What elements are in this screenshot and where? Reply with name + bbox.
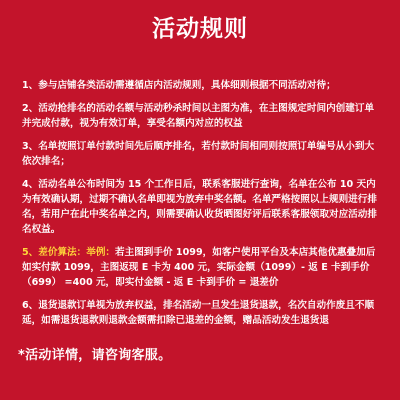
rule-item-4: 4、活动名单公布时间为 15 个工作日后，联系客服进行查询，名单在公布 10 天内为有效确认期，过期不确认名单即视为放弃中奖名额。名单严格按照以上规则进行排名，若用户在此中奖名单之内，则需要确认收货晒图好评后联系客服领取对应活动排名权益。 bbox=[22, 179, 377, 235]
rule-item-1: 1、参与店铺各类活动需遵循店内活动规则，具体细则根据不同活动对待； bbox=[22, 80, 336, 91]
rule-item-5 bbox=[22, 245, 378, 290]
rule-item-2: 2、活动抢排名的活动名额与活动秒杀时间以主图为准，在主图规定时间内创建订单并完成付款，视为有效订单，享受名额内对应的权益 bbox=[22, 103, 375, 129]
price-difference-label: 5、差价算法：举例： bbox=[22, 247, 116, 258]
rule-item-3: 3、名单按照订单付款时间先后顺序排名，若付款时间相同则按照订单编号从小到大依次排名； bbox=[22, 141, 375, 167]
price-difference-text: 若主图到手价 1099，如客户使用平台及本店其他优惠叠加后如实付款 1099，主图返现 E 卡为 400 元，实际金额（1099）- 返 E 卡到手价 （699） =400 元，即实付金额 - 返 E 卡到手价 = 退差价 bbox=[22, 247, 376, 288]
rule-item-6: 6、退货退款订单视为放弃权益，排名活动一旦发生退货退款，名次自动作废且不顺延，如需退货退款则退款金额需扣除已退差的金额，赠品活动发生退货退 bbox=[22, 300, 375, 326]
page-title: 活动规则 bbox=[152, 16, 248, 42]
footer-note: *活动详情，请咨询客服。 bbox=[18, 348, 172, 363]
